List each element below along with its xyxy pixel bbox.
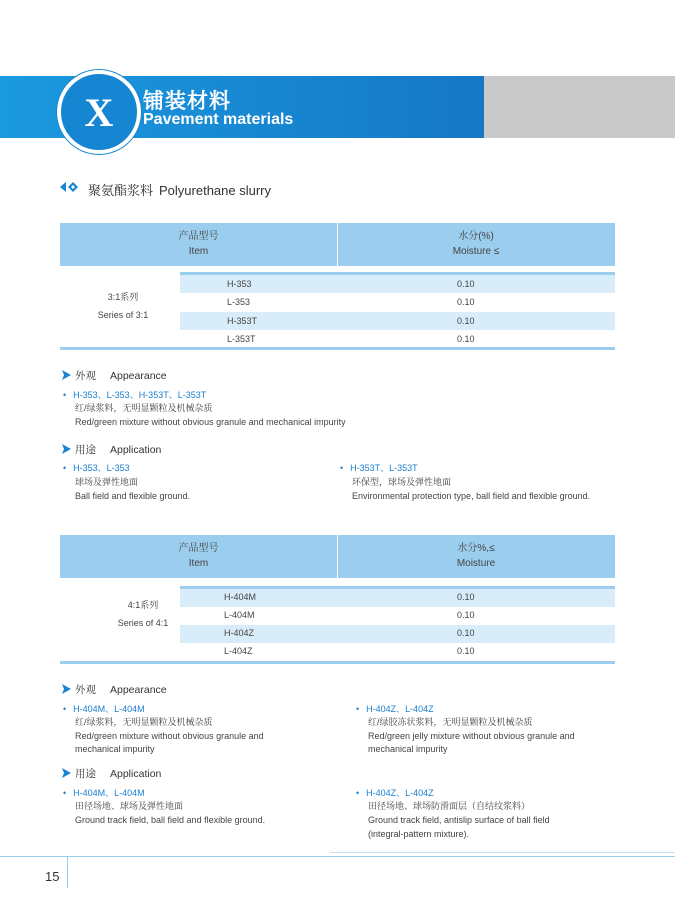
application-right-en: Environmental protection type, ball field and flexible ground. xyxy=(352,491,591,501)
table-cell-value: 0.10 xyxy=(457,646,475,656)
table2-col1-header xyxy=(60,541,337,571)
chapter-letter: X xyxy=(84,89,114,135)
appearance-bullet: • H-353、L-353、H-353T、L-353T xyxy=(63,388,206,401)
appearance-heading-zh: 外观 xyxy=(75,370,96,382)
application-heading-zh: 用途 xyxy=(75,444,96,456)
application-left-en: Ground track field, ball field and flexible ground. xyxy=(75,815,266,825)
appearance-left-en-1: Red/green mixture without obvious granule and xyxy=(75,731,264,741)
table2-col2-zh: 水分%,≤ xyxy=(457,543,495,554)
page-title-zh: 铺装材料 xyxy=(143,90,231,113)
application-right-en-1: Ground track field, antislip surface of ball field xyxy=(368,815,550,825)
page-title-en: Pavement materials xyxy=(143,111,294,128)
table-cell-value: 0.10 xyxy=(457,316,475,326)
application-left-en: Ball field and flexible ground. xyxy=(75,491,191,501)
table-cell-value: 0.10 xyxy=(457,628,475,638)
arrow-right-icon xyxy=(62,684,71,694)
table-cell-model: L-404Z xyxy=(224,646,253,656)
application-left-bullet: • H-353、L-353 xyxy=(63,461,130,474)
appearance-text-zh: 红/绿浆料，无明显颗粒及机械杂质 xyxy=(75,403,213,413)
table2-bottom-rule xyxy=(60,661,615,664)
table-cell-value: 0.10 xyxy=(457,297,475,307)
application-right-zh: 环保型，球场及弹性地面 xyxy=(352,477,452,487)
table2-col2-en: Moisture xyxy=(456,558,496,569)
footer-accent-line xyxy=(330,852,675,853)
table1-col1-en: Item xyxy=(188,246,209,257)
table1-series-zh: 3:1系列 xyxy=(107,292,139,302)
chapter-badge xyxy=(57,70,141,154)
application-heading-en: Application xyxy=(110,768,162,780)
table-cell-model: L-404M xyxy=(224,610,255,620)
table2-col1-zh: 产品型号 xyxy=(178,543,219,554)
table2-series-zh: 4:1系列 xyxy=(127,600,159,610)
table1-col2-en: Moisture ≤ xyxy=(452,246,500,257)
header-banner-gray xyxy=(484,76,675,138)
application-heading-zh: 用途 xyxy=(75,768,96,780)
application-heading xyxy=(75,442,161,457)
section-title xyxy=(88,180,271,199)
arrow-right-icon xyxy=(62,444,71,454)
table1-series-label xyxy=(80,288,166,324)
application-right-bullet: • H-404Z、L-404Z xyxy=(356,786,434,799)
section-title-zh: 聚氨酯浆料 xyxy=(88,183,154,198)
appearance-right-en-2: mechanical impurity xyxy=(368,744,448,754)
table1-series-en: Series of 3:1 xyxy=(97,310,149,320)
appearance-heading-en: Appearance xyxy=(110,370,167,382)
appearance-left-bullet: • H-404M、L-404M xyxy=(63,702,145,715)
page-number: 15 xyxy=(45,869,60,884)
table1-col1-zh: 产品型号 xyxy=(178,231,219,242)
appearance-heading xyxy=(75,682,167,697)
application-right-bullet: • H-353T、L-353T xyxy=(340,461,418,474)
application-heading xyxy=(75,766,161,781)
table-cell-model: H-353 xyxy=(227,279,252,289)
appearance-left-zh: 红/绿浆料，无明显颗粒及机械杂质 xyxy=(75,717,213,727)
table1-bottom-rule xyxy=(60,347,615,350)
application-left-zh: 田径场地、球场及弹性地面 xyxy=(75,801,184,811)
application-left-zh: 球场及弹性地面 xyxy=(75,477,139,487)
footer-divider xyxy=(67,856,68,888)
appearance-heading xyxy=(75,368,167,383)
table2-series-en: Series of 4:1 xyxy=(117,618,169,628)
table1-col1-header xyxy=(60,229,337,259)
arrow-right-icon xyxy=(62,370,71,380)
table-cell-value: 0.10 xyxy=(457,279,475,289)
appearance-right-en-1: Red/green jelly mixture without obvious granule and xyxy=(368,731,575,741)
appearance-heading-zh: 外观 xyxy=(75,684,96,696)
table-cell-value: 0.10 xyxy=(457,334,475,344)
table2-col1-en: Item xyxy=(188,558,209,569)
diamond-arrow-icon xyxy=(60,181,80,193)
table-cell-model: L-353T xyxy=(227,334,256,344)
application-heading-en: Application xyxy=(110,444,162,456)
table-cell-model: L-353 xyxy=(227,297,251,307)
table-cell-model: H-353T xyxy=(227,316,258,326)
section-title-en: Polyurethane slurry xyxy=(159,183,272,198)
table-cell-value: 0.10 xyxy=(457,610,475,620)
table-cell-value: 0.10 xyxy=(457,592,475,602)
table1-col2-zh: 水分(%) xyxy=(458,231,494,242)
appearance-left-en-2: mechanical impurity xyxy=(75,744,155,754)
table-cell-model: H-404M xyxy=(224,592,257,602)
application-left-bullet: • H-404M、L-404M xyxy=(63,786,145,799)
appearance-text-en: Red/green mixture without obvious granule and mechanical impurity xyxy=(75,417,346,427)
application-right-en-2: (integral-pattern mixture). xyxy=(368,829,470,839)
table1-col2-header xyxy=(337,229,615,259)
arrow-right-icon xyxy=(62,768,71,778)
table-cell-model: H-404Z xyxy=(224,628,255,638)
footer-line xyxy=(0,856,675,857)
application-right-zh: 田径场地、球场防滑面层（自结纹浆料） xyxy=(368,801,531,811)
table2-col2-header xyxy=(337,541,615,571)
appearance-right-zh: 红/绿胶冻状浆料，无明显颗粒及机械杂质 xyxy=(368,717,533,727)
table2-series-label xyxy=(100,596,186,632)
appearance-heading-en: Appearance xyxy=(110,684,167,696)
appearance-right-bullet: • H-404Z、L-404Z xyxy=(356,702,434,715)
